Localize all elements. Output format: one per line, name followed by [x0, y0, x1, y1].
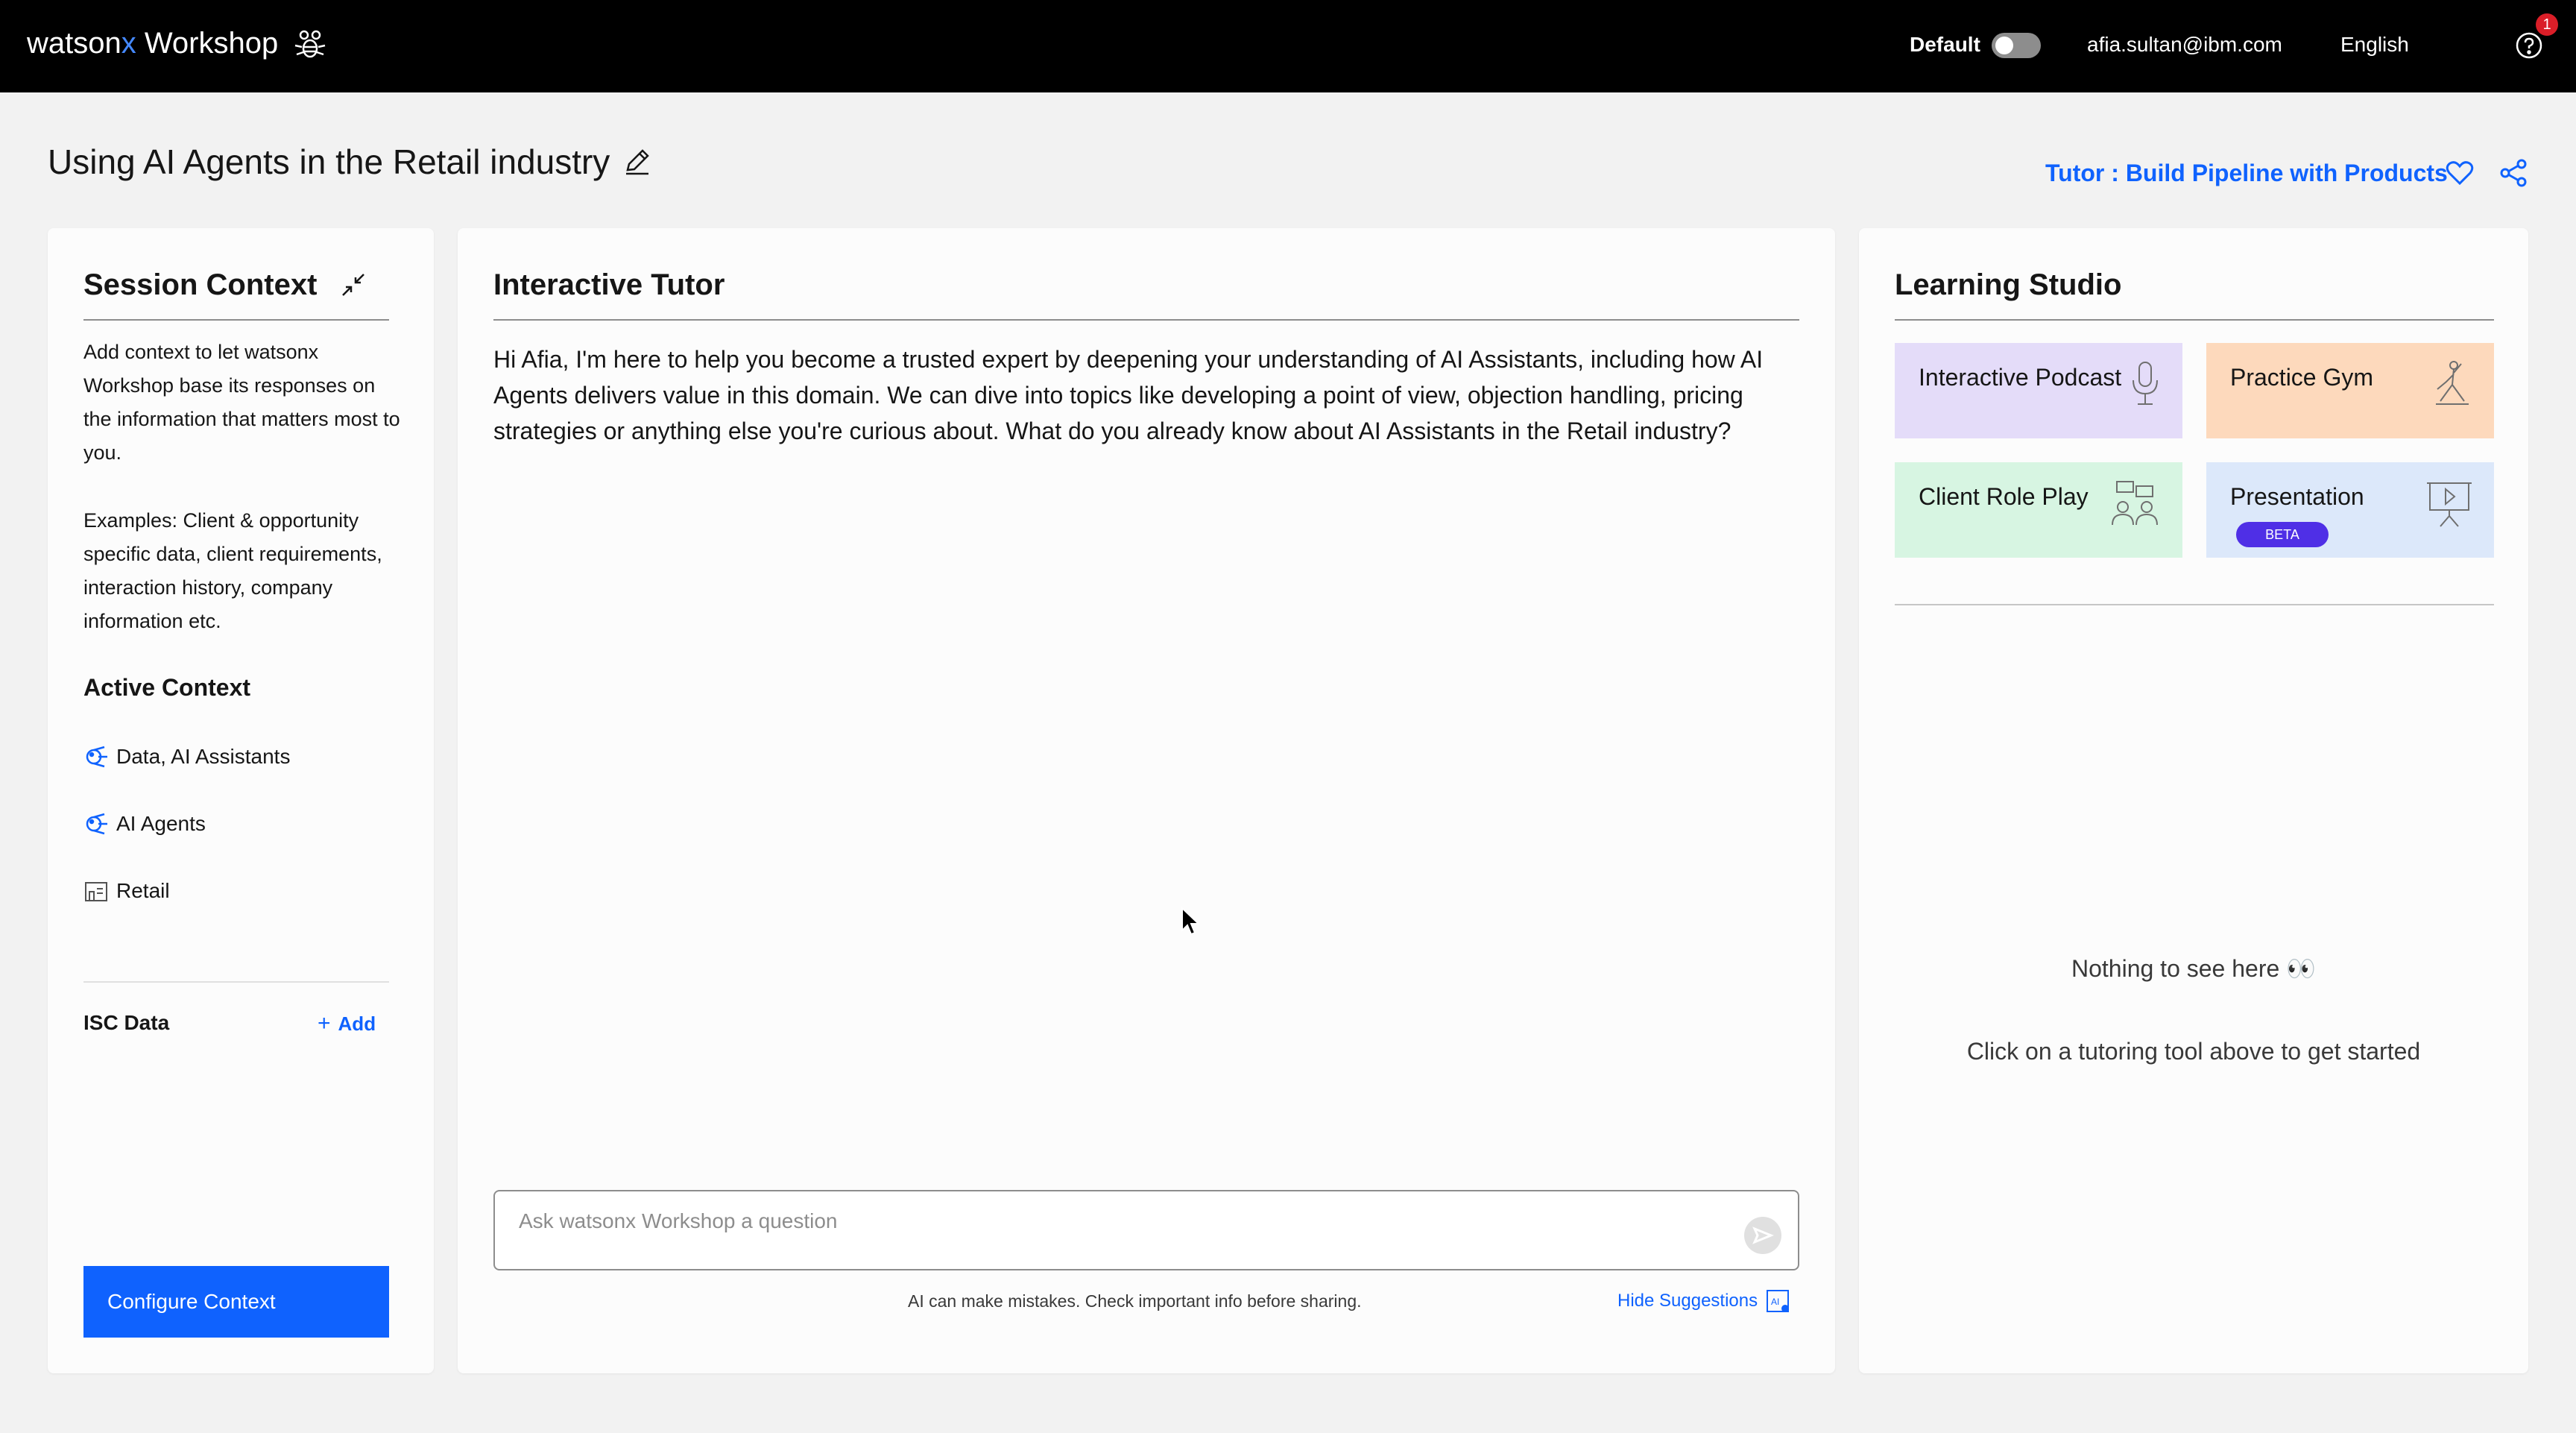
toggle-knob: [1995, 37, 2013, 54]
share-icon[interactable]: [2498, 158, 2528, 188]
tutor-divider: [493, 319, 1799, 321]
isc-divider: [83, 981, 389, 983]
hide-suggestions-label: Hide Suggestions: [1617, 1291, 1758, 1311]
tile-practice-gym[interactable]: [2206, 343, 2494, 438]
send-button[interactable]: [1744, 1217, 1781, 1254]
ai-context-icon: [83, 811, 109, 837]
yoga-pose-icon: [2431, 359, 2473, 409]
collapse-icon[interactable]: [340, 271, 367, 298]
page-title-row: [48, 142, 651, 182]
interactive-tutor-title: Interactive Tutor: [493, 268, 725, 301]
app-logo[interactable]: [27, 27, 327, 60]
configure-context-button[interactable]: Configure Context: [83, 1266, 389, 1338]
empty-state-title: Nothing to see here 👀: [2071, 955, 2317, 982]
context-item-label: AI Agents: [116, 812, 206, 835]
context-item-retail[interactable]: [83, 878, 170, 904]
send-icon: [1744, 1217, 1781, 1254]
hide-suggestions-link[interactable]: [1617, 1288, 1790, 1314]
default-mode-toggle[interactable]: [1992, 33, 2041, 58]
beta-badge: BETA: [2236, 522, 2329, 547]
studio-divider: [1895, 319, 2494, 321]
help-icon[interactable]: [2515, 31, 2543, 60]
tutor-link[interactable]: Tutor : Build Pipeline with Products: [2045, 160, 2448, 186]
ai-context-icon: [83, 744, 109, 769]
plus-icon: +: [318, 1011, 331, 1036]
isc-add-label: Add: [338, 1012, 376, 1035]
ai-suggestions-icon: [1765, 1288, 1790, 1314]
context-item-ai-agents[interactable]: [83, 811, 206, 837]
language-selector[interactable]: English: [2340, 33, 2409, 56]
context-item-label: Data, AI Assistants: [116, 745, 291, 768]
session-context-divider: [83, 319, 389, 321]
notification-badge[interactable]: 1: [2536, 13, 2558, 36]
studio-content-divider: [1895, 604, 2494, 605]
tile-interactive-podcast[interactable]: [1895, 343, 2182, 438]
tile-client-role-play[interactable]: [1895, 462, 2182, 558]
learning-studio-title: Learning Studio: [1895, 268, 2122, 301]
context-item-data-ai-assistants[interactable]: [83, 744, 290, 769]
tile-label: Interactive Podcast: [1919, 364, 2122, 391]
ai-disclaimer: AI can make mistakes. Check important info before sharing.: [908, 1291, 1362, 1311]
page-title: Using AI Agents in the Retail industry: [48, 142, 610, 181]
question-input-placeholder: Ask watsonx Workshop a question: [519, 1209, 838, 1232]
industry-icon: [83, 878, 109, 904]
active-context-title: Active Context: [83, 674, 251, 701]
empty-state-subtitle: Click on a tutoring tool above to get started: [1966, 1038, 2421, 1065]
isc-add-button[interactable]: [318, 1011, 376, 1036]
interactive-tutor-panel: [458, 228, 1835, 1373]
tutor-message: Hi Afia, I'm here to help you become a trusted expert by deepening your understanding of AI Assistants, including how AI Agents delivers value in this domain. We can dive into topics like developing a point of view, objection handling, pricing strategies or anything else you're curious about. What do you already know about AI Assistants in the Retail industry?: [493, 346, 1764, 444]
tile-label: Practice Gym: [2230, 364, 2374, 391]
tile-label: Presentation: [2230, 483, 2364, 510]
favorite-heart-icon[interactable]: [2445, 158, 2475, 188]
bee-logo-icon: [293, 29, 327, 59]
presentation-icon: [2425, 479, 2473, 528]
context-item-label: Retail: [116, 879, 170, 902]
mouse-cursor-icon: [1181, 907, 1200, 936]
default-mode-label: Default: [1910, 33, 1980, 56]
brand-x: x: [121, 27, 136, 60]
learning-studio-panel: [1859, 228, 2528, 1373]
svg-text:AI: AI: [1771, 1297, 1780, 1307]
tile-presentation[interactable]: [2206, 462, 2494, 558]
question-input[interactable]: [493, 1190, 1799, 1270]
tile-label: Client Role Play: [1919, 483, 2089, 510]
session-context-description: Add context to let watsonx Workshop base its responses on the information that matters most to you.: [83, 341, 400, 464]
brand-prefix: watson: [27, 27, 121, 60]
brand-suffix: Workshop: [136, 27, 279, 60]
session-context-title: Session Context: [83, 268, 318, 301]
top-bar: [0, 0, 2576, 92]
session-context-examples: Examples: Client & opportunity specific data, client requirements, interaction history, company information etc.: [83, 509, 382, 632]
user-email[interactable]: afia.sultan@ibm.com: [2087, 33, 2282, 56]
session-context-panel: [48, 228, 434, 1373]
edit-pencil-icon[interactable]: [623, 148, 651, 176]
microphone-icon: [2129, 359, 2162, 409]
isc-data-title: ISC Data: [83, 1011, 170, 1034]
group-chat-icon: [2109, 479, 2162, 531]
